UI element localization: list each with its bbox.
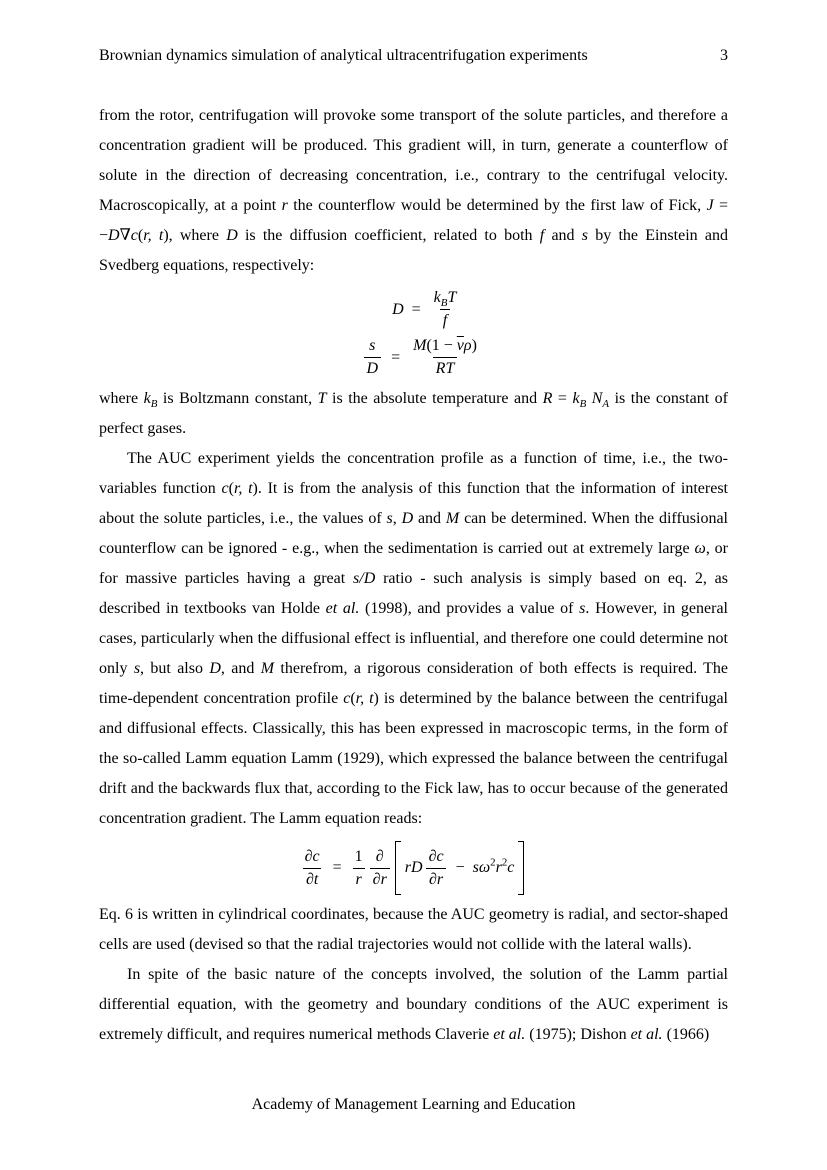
fraction-numerator: ∂: [375, 847, 384, 865]
equation-einstein: [99, 288, 728, 331]
page-number: 3: [720, 47, 728, 64]
fraction-denominator: ∂r: [370, 868, 390, 890]
equation-svedberg: [99, 336, 728, 379]
fraction-numerator: s: [369, 337, 376, 354]
fraction-denominator: ∂r: [426, 868, 446, 890]
equation-lhs: D: [392, 300, 404, 318]
paragraph-1: from the rotor, centrifugation will provoke some transport of the solute particles, and therefore a concentration gradient will be produced. This gradient will, in turn, generate a counterflow of solute in the direction of decreasing concentration, i.e., contrary to the centrifugal velocity. Macroscopically, at a point r the counterflow would be determined by the first law of Fick, J = −D∇c(r, t), where D is the diffusion coefficient, related to both f and s by the Einstein and Svedberg equations, respectively:: [99, 107, 728, 274]
equals-sign: =: [411, 300, 421, 318]
running-head: [99, 47, 728, 65]
fraction-numerator: 1: [354, 847, 363, 865]
equation-einstein-svedberg: [99, 288, 728, 379]
lamm-right-bracket: [518, 841, 524, 895]
minus-sign: −: [455, 859, 465, 876]
page-body: [99, 101, 728, 1050]
fraction: [302, 847, 323, 890]
fraction: [431, 288, 460, 331]
fraction-denominator: f: [440, 309, 450, 331]
equals-sign: =: [391, 348, 401, 366]
fraction: [410, 336, 480, 379]
fraction-denominator: r: [353, 868, 365, 890]
fraction-numerator: ∂c: [428, 847, 444, 865]
lamm-term-rd: rD: [404, 859, 423, 876]
fraction: [364, 336, 382, 379]
equals-sign: =: [332, 859, 342, 876]
lamm-term-sedimentation: $s\omega^2r^2c$: [472, 856, 515, 876]
fraction: [352, 847, 366, 890]
equation-lamm-row: [99, 841, 728, 895]
equation-lhs: [345, 336, 383, 379]
fraction: [426, 847, 447, 890]
fraction-numerator: ∂c: [304, 847, 320, 865]
fraction-denominator: D: [364, 357, 382, 379]
fraction: [370, 847, 390, 890]
paragraph-2: where $k_B$ is Boltzmann constant, T is the absolute temperature and $R = k_B$ $N_A$ is the constant of perfect gases.: [99, 390, 728, 437]
fraction-numerator: $k_BT$: [433, 289, 457, 310]
lamm-left-bracket: [395, 841, 401, 895]
paragraph-3: The AUC experiment yields the concentration profile as a function of time, i.e., the two-variables function c(r, t). It is from the analysis of this function that the information of interest about the solute particles, i.e., the values of s, D and M can be determined. When the diffusional counterflow can be ignored - e.g., when the sedimentation is carried out at extremely large ω, or for massive particles having a great s/D ratio - such analysis is simply based on eq. 2, as described in textbooks van Holde et al. (1998), and provides a value of s. However, in general cases, particularly when the diffusional effect is influential, and therefore one could determine not only s, but also D, and M therefrom, a rigorous consideration of both effects is required. The time-dependent concentration profile c(r, t) is determined by the balance between the centrifugal and diffusional effects. Classically, this has been expressed in macroscopic terms, in the form of the so-called Lamm equation Lamm (1929), which expressed the balance between the centrifugal drift and the backwards flux that, according to the Fick law, has to occur because of the generated concentration gradient. The Lamm equation reads:: [99, 450, 729, 827]
fraction-denominator: ∂t: [303, 868, 321, 890]
fraction-numerator: $M(1 - \overline{v}\rho)$: [413, 337, 477, 354]
running-head-title: Brownian dynamics simulation of analytical ultracentrifugation experiments: [99, 47, 588, 64]
page-footer: [0, 1096, 827, 1114]
fraction-denominator: RT: [433, 357, 458, 379]
paragraph-5: In spite of the basic nature of the concepts involved, the solution of the Lamm partial differential equation, with the geometry and boundary conditions of the AUC experiment is extremely difficult, and requires numerical methods Claverie et al. (1975); Dishon et al. (1966): [99, 966, 728, 1043]
journal-name: Academy of Management Learning and Education: [251, 1096, 576, 1113]
equation-lamm: [99, 841, 728, 895]
paragraph-4: Eq. 6 is written in cylindrical coordinates, because the AUC geometry is radial, and sector-shaped cells are used (devised so that the radial trajectories would not collide with the lateral walls).: [99, 906, 728, 953]
